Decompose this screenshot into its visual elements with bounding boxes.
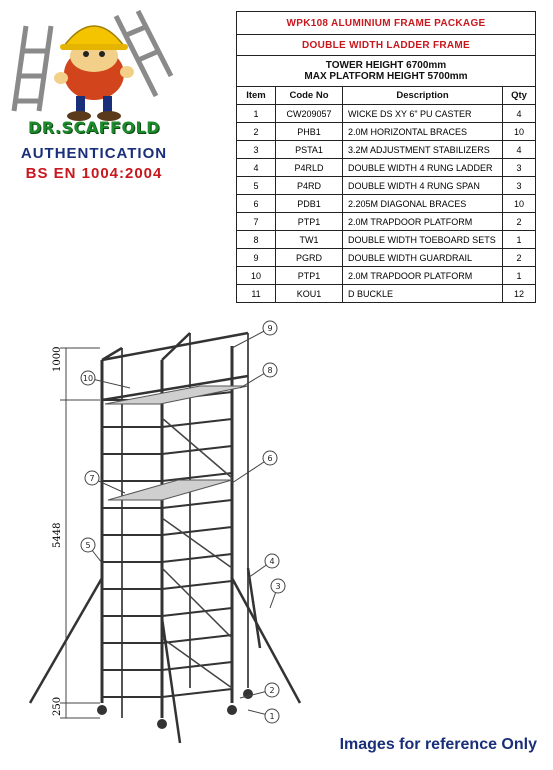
- package-title: WPK108 ALUMINIUM FRAME PACKAGE: [237, 12, 536, 35]
- dr-scaffold-mascot-logo: [6, 6, 176, 126]
- cell-code: PTP1: [276, 267, 343, 285]
- header-qty: Qty: [503, 87, 536, 105]
- cell-description: 3.2M ADJUSTMENT STABILIZERS: [343, 141, 503, 159]
- callout-number: 3: [275, 582, 281, 591]
- callout-number: 9: [267, 324, 273, 333]
- cell-description: 2.205M DIAGONAL BRACES: [343, 195, 503, 213]
- callout-number: 7: [89, 474, 95, 483]
- cell-description: 2.0M TRAPDOOR PLATFORM: [343, 213, 503, 231]
- callout-number: 4: [269, 557, 275, 566]
- reference-footer: Images for reference Only: [339, 736, 537, 753]
- cell-code: P4RLD: [276, 159, 343, 177]
- header-code: Code No: [276, 87, 343, 105]
- height-info: [237, 56, 536, 87]
- frame-type: DOUBLE WIDTH LADDER FRAME: [237, 35, 536, 56]
- callout-number: 5: [85, 541, 91, 550]
- cell-qty: 1: [503, 267, 536, 285]
- cell-code: PHB1: [276, 123, 343, 141]
- table-row: [237, 195, 536, 213]
- table-row: [237, 159, 536, 177]
- frame-rung: [162, 419, 232, 427]
- table-row: [237, 177, 536, 195]
- cell-qty: 10: [503, 195, 536, 213]
- frame-rung: [162, 527, 232, 535]
- platform-height: MAX PLATFORM HEIGHT 5700mm: [304, 71, 468, 82]
- cell-description: 2.0M TRAPDOOR PLATFORM: [343, 267, 503, 285]
- cell-item: 6: [237, 195, 276, 213]
- callout-number: 8: [267, 366, 273, 375]
- cell-item: 7: [237, 213, 276, 231]
- cell-description: D BUCKLE: [343, 285, 503, 303]
- table-row: [237, 231, 536, 249]
- bill-of-materials-table: [236, 11, 536, 303]
- cell-item: 9: [237, 249, 276, 267]
- scaffold-tower-drawing: [0, 318, 330, 748]
- callout-number: 2: [269, 686, 275, 695]
- table-row: [237, 123, 536, 141]
- cell-item: 11: [237, 285, 276, 303]
- authentication-label: AUTHENTICATION: [20, 145, 168, 162]
- cell-description: DOUBLE WIDTH 4 RUNG SPAN: [343, 177, 503, 195]
- cell-code: KOU1: [276, 285, 343, 303]
- cell-code: CW209057: [276, 105, 343, 123]
- cell-qty: 10: [503, 123, 536, 141]
- dim-guardrail-label: 1000: [52, 346, 63, 372]
- cell-description: WICKE DS XY 6" PU CASTER: [343, 105, 503, 123]
- cell-description: DOUBLE WIDTH 4 RUNG LADDER: [343, 159, 503, 177]
- dim-height-label: 5448: [52, 522, 63, 548]
- cell-description: 2.0M HORIZONTAL BRACES: [343, 123, 503, 141]
- frame-rung: [162, 581, 232, 589]
- callout-number: 6: [267, 454, 273, 463]
- callout-number: 10: [82, 374, 94, 383]
- cell-qty: 2: [503, 213, 536, 231]
- callout-number: 1: [269, 712, 275, 721]
- cell-item: 3: [237, 141, 276, 159]
- cell-code: TW1: [276, 231, 343, 249]
- cell-qty: 4: [503, 141, 536, 159]
- cell-code: PDB1: [276, 195, 343, 213]
- cell-description: DOUBLE WIDTH TOEBOARD SETS: [343, 231, 503, 249]
- cell-description: DOUBLE WIDTH GUARDRAIL: [343, 249, 503, 267]
- cell-code: PTP1: [276, 213, 343, 231]
- frame-rung: [162, 500, 232, 508]
- standard-label: BS EN 1004:2004: [25, 165, 163, 182]
- brand-name: DR.SCAFFOLD: [27, 118, 161, 137]
- cell-qty: 12: [503, 285, 536, 303]
- tower-height: TOWER HEIGHT 6700mm: [325, 60, 447, 71]
- cell-item: 1: [237, 105, 276, 123]
- frame-rung: [162, 635, 232, 643]
- table-row: [237, 249, 536, 267]
- header-item: Item: [237, 87, 276, 105]
- cell-qty: 3: [503, 177, 536, 195]
- table-row: [237, 285, 536, 303]
- cell-code: P4RD: [276, 177, 343, 195]
- cell-code: PGRD: [276, 249, 343, 267]
- cell-code: PSTA1: [276, 141, 343, 159]
- cell-qty: 2: [503, 249, 536, 267]
- table-row: [237, 213, 536, 231]
- cell-item: 4: [237, 159, 276, 177]
- cell-item: 2: [237, 123, 276, 141]
- header-description: Description: [343, 87, 503, 105]
- table-row: [237, 105, 536, 123]
- cell-item: 8: [237, 231, 276, 249]
- cell-qty: 3: [503, 159, 536, 177]
- table-row: [237, 141, 536, 159]
- cell-item: 5: [237, 177, 276, 195]
- table-row: [237, 267, 536, 285]
- frame-rung: [162, 608, 232, 616]
- dim-base-label: 250: [52, 696, 63, 716]
- cell-item: 10: [237, 267, 276, 285]
- cell-qty: 1: [503, 231, 536, 249]
- cell-qty: 4: [503, 105, 536, 123]
- table-header-row: [237, 87, 536, 105]
